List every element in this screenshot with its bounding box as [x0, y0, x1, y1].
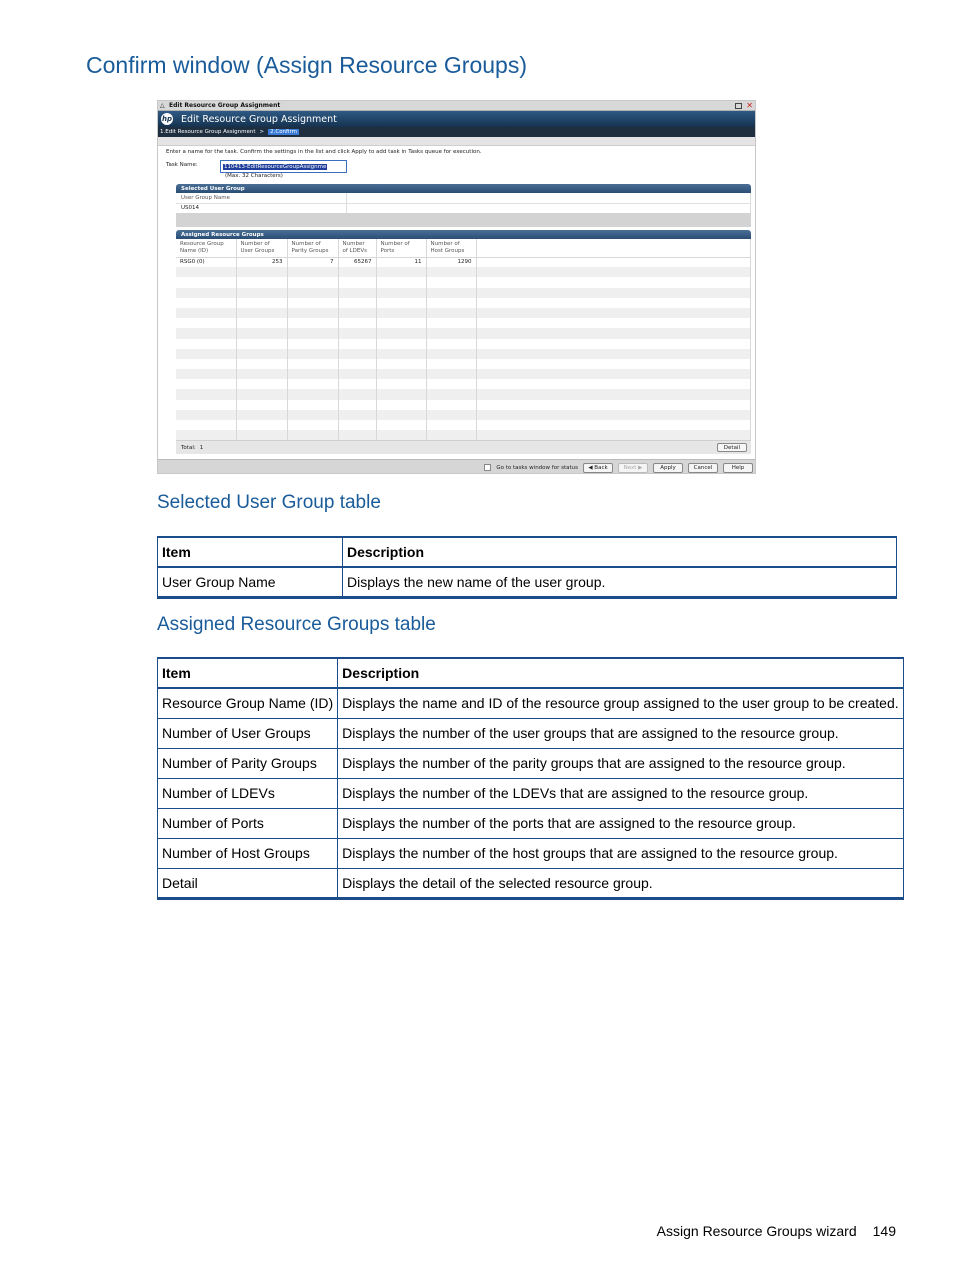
empty-cell: [287, 349, 338, 359]
empty-cell: [176, 288, 236, 298]
steps-band: [158, 137, 755, 146]
panel-heading: Assigned Resource Groups: [176, 230, 751, 239]
help-button[interactable]: Help: [723, 463, 753, 473]
footer-text: Assign Resource Groups wizard: [656, 1223, 857, 1239]
detail-button[interactable]: Detail: [717, 443, 747, 452]
item-cell: Number of Ports: [158, 808, 338, 838]
empty-cell: [338, 359, 376, 369]
empty-table-row: [176, 267, 751, 277]
empty-cell: [287, 308, 338, 318]
goto-tasks-checkbox[interactable]: [484, 464, 491, 471]
cell-name: RSG0 (0): [176, 257, 236, 267]
empty-cell: [176, 359, 236, 369]
column-header[interactable]: Number of Host Groups: [426, 239, 476, 257]
empty-cell: [476, 430, 751, 440]
task-name-label: Task Name:: [166, 162, 198, 168]
step-confirm: 2.Confirm: [270, 129, 298, 135]
item-cell: Number of Host Groups: [158, 838, 338, 868]
empty-cell: [426, 288, 476, 298]
empty-cell: [176, 369, 236, 379]
column-header[interactable]: Number of Parity Groups: [287, 239, 338, 257]
column-header[interactable]: Resource Group Name (ID): [176, 239, 236, 257]
empty-cell: [426, 298, 476, 308]
empty-cell: [376, 349, 426, 359]
empty-cell: [426, 379, 476, 389]
table-row: [158, 718, 904, 748]
empty-cell: [338, 369, 376, 379]
empty-cell: [338, 308, 376, 318]
empty-table-row: [176, 339, 751, 349]
empty-cell: [338, 267, 376, 277]
empty-cell: [236, 267, 287, 277]
empty-table-row: [176, 288, 751, 298]
empty-cell: [236, 288, 287, 298]
page-footer: [657, 1223, 896, 1239]
empty-cell: [236, 379, 287, 389]
empty-cell: [338, 349, 376, 359]
empty-cell: [236, 410, 287, 420]
empty-table-row: [176, 298, 751, 308]
header-description: Description: [338, 658, 903, 688]
empty-cell: [176, 298, 236, 308]
empty-cell: [426, 349, 476, 359]
table-row: [158, 688, 904, 718]
table-row: [158, 567, 897, 597]
description-cell: Displays the number of the user groups that are assigned to the resource group.: [338, 718, 903, 748]
empty-cell: [376, 277, 426, 287]
cell-ldevs: 65267: [338, 257, 376, 267]
back-button[interactable]: ◀ Back: [583, 463, 613, 473]
window-title: Edit Resource Group Assignment: [169, 102, 281, 109]
empty-cell: [346, 203, 751, 213]
item-cell: Number of LDEVs: [158, 778, 338, 808]
total-label: Total:: [181, 444, 196, 451]
empty-cell: [376, 430, 426, 440]
empty-cell: [287, 339, 338, 349]
empty-table-row: [176, 410, 751, 420]
step-separator: >: [259, 129, 265, 135]
description-cell: Displays the new name of the user group.: [343, 567, 897, 597]
description-cell: Displays the detail of the selected resource group.: [338, 868, 903, 898]
empty-table-row: [176, 389, 751, 399]
empty-cell: [176, 379, 236, 389]
item-cell: Number of User Groups: [158, 718, 338, 748]
empty-cell: [338, 328, 376, 338]
empty-cell: [476, 410, 751, 420]
header-item: Item: [158, 658, 338, 688]
empty-cell: [376, 400, 426, 410]
maximize-icon[interactable]: [735, 103, 742, 109]
empty-cell: [476, 349, 751, 359]
empty-cell: [176, 308, 236, 318]
description-cell: Displays the number of the LDEVs that are assigned to the resource group.: [338, 778, 903, 808]
header-description: Description: [343, 537, 897, 567]
cell-user-groups: 253: [236, 257, 287, 267]
empty-cell: [236, 298, 287, 308]
empty-cell: [176, 400, 236, 410]
item-cell: User Group Name: [158, 567, 343, 597]
close-icon[interactable]: ✕: [746, 100, 753, 110]
empty-cell: [476, 379, 751, 389]
empty-cell: [236, 328, 287, 338]
empty-cell: [376, 308, 426, 318]
empty-cell: [476, 420, 751, 430]
empty-cell: [236, 430, 287, 440]
empty-cell: [476, 328, 751, 338]
empty-cell: [476, 277, 751, 287]
empty-cell: [287, 318, 338, 328]
empty-cell: [287, 328, 338, 338]
next-button[interactable]: Next ▶: [618, 463, 648, 473]
empty-cell: [287, 277, 338, 287]
page-title: Confirm window (Assign Resource Groups): [86, 52, 527, 78]
dialog-button-bar: [158, 459, 756, 474]
empty-table-row: [176, 318, 751, 328]
empty-cell: [176, 420, 236, 430]
empty-cell: [426, 328, 476, 338]
empty-table-row: [176, 369, 751, 379]
table-header-row: [158, 658, 904, 688]
empty-cell: [476, 298, 751, 308]
empty-cell: [338, 288, 376, 298]
empty-cell: [176, 277, 236, 287]
empty-cell: [426, 420, 476, 430]
empty-cell: [476, 339, 751, 349]
empty-table-row: [176, 379, 751, 389]
empty-cell: [236, 349, 287, 359]
section-title-selected-user-group: Selected User Group table: [157, 492, 381, 513]
table-row: [158, 868, 904, 898]
empty-cell: [338, 400, 376, 410]
empty-cell: [376, 420, 426, 430]
table-row[interactable]: [176, 257, 751, 267]
empty-cell: [287, 359, 338, 369]
empty-table-row: [176, 400, 751, 410]
empty-cell: [426, 359, 476, 369]
dialog-titlebar: [158, 111, 755, 127]
empty-cell: [338, 298, 376, 308]
dialog-title: Edit Resource Group Assignment: [181, 113, 337, 125]
empty-cell: [338, 430, 376, 440]
empty-cell: [338, 277, 376, 287]
column-header[interactable]: Number of LDEVs: [338, 239, 376, 257]
empty-cell: [176, 410, 236, 420]
table-row: [158, 748, 904, 778]
empty-cell: [287, 389, 338, 399]
description-cell: Displays the number of the ports that are assigned to the resource group.: [338, 808, 903, 838]
table-row: [158, 808, 904, 838]
empty-cell: [176, 328, 236, 338]
cancel-button[interactable]: Cancel: [688, 463, 718, 473]
empty-cell: [236, 308, 287, 318]
table-row: [158, 838, 904, 868]
resource-groups-table: [176, 239, 751, 440]
step-edit: 1.Edit Resource Group Assignment: [160, 129, 256, 135]
empty-table-row: [176, 359, 751, 369]
empty-cell: [236, 400, 287, 410]
empty-cell: [476, 359, 751, 369]
empty-cell: [426, 267, 476, 277]
column-header[interactable]: User Group Name: [176, 193, 346, 203]
empty-cell: [338, 389, 376, 399]
table-header-row: [158, 537, 897, 567]
item-cell: Resource Group Name (ID): [158, 688, 338, 718]
dialog-screenshot: [157, 100, 756, 474]
cell-host-groups: 1290: [426, 257, 476, 267]
empty-cell: [176, 430, 236, 440]
column-header[interactable]: Number of User Groups: [236, 239, 287, 257]
empty-cell: [376, 369, 426, 379]
header-item: Item: [158, 537, 343, 567]
task-name-hint: (Max. 32 Characters): [225, 173, 283, 179]
empty-cell: [376, 288, 426, 298]
empty-cell: [376, 379, 426, 389]
empty-cell: [426, 277, 476, 287]
column-header-empty: [346, 193, 751, 203]
window-bar: [158, 101, 755, 111]
assigned-resource-groups-panel: [176, 230, 751, 454]
assigned-resource-groups-table: [157, 657, 904, 900]
user-group-cell[interactable]: US014: [176, 203, 346, 213]
empty-cell: [376, 359, 426, 369]
empty-cell: [287, 410, 338, 420]
empty-cell: [287, 400, 338, 410]
empty-cell: [476, 267, 751, 277]
empty-cell: [338, 379, 376, 389]
description-cell: Displays the number of the host groups that are assigned to the resource group.: [338, 838, 903, 868]
empty-table-row: [176, 349, 751, 359]
empty-cell: [236, 277, 287, 287]
empty-cell: [426, 389, 476, 399]
panel-heading: Selected User Group: [176, 184, 751, 193]
task-name-value: 110413-EditResourceGroupAssignme: [224, 164, 327, 170]
empty-cell: [176, 349, 236, 359]
column-header[interactable]: Number of Ports: [376, 239, 426, 257]
table-header-row: [176, 239, 751, 257]
empty-table-row: [176, 420, 751, 430]
empty-cell: [426, 430, 476, 440]
empty-cell: [476, 288, 751, 298]
empty-cell: [236, 359, 287, 369]
empty-cell: [376, 298, 426, 308]
empty-cell: [176, 318, 236, 328]
empty-table-row: [176, 430, 751, 440]
empty-cell: [476, 369, 751, 379]
empty-cell: [287, 420, 338, 430]
empty-cell: [376, 410, 426, 420]
empty-cell: [287, 379, 338, 389]
empty-cell: [287, 267, 338, 277]
cell-parity-groups: 7: [287, 257, 338, 267]
empty-cell: [176, 339, 236, 349]
section-title-assigned-resource-groups: Assigned Resource Groups table: [157, 614, 436, 635]
selected-user-group-panel: [176, 184, 751, 227]
empty-cell: [476, 400, 751, 410]
table-row: [158, 778, 904, 808]
empty-cell: [236, 318, 287, 328]
empty-cell: [426, 400, 476, 410]
goto-tasks-label: Go to tasks window for status: [496, 464, 578, 471]
empty-cell: [476, 389, 751, 399]
empty-cell: [476, 308, 751, 318]
empty-cell: [236, 369, 287, 379]
table-footer: [176, 440, 751, 454]
empty-table-row: [176, 277, 751, 287]
page-number: 149: [872, 1223, 896, 1239]
empty-cell: [338, 420, 376, 430]
empty-cell: [376, 389, 426, 399]
cell-ports: 11: [376, 257, 426, 267]
empty-cell: [426, 410, 476, 420]
empty-cell: [236, 420, 287, 430]
empty-cell: [426, 318, 476, 328]
collapse-icon[interactable]: △: [160, 102, 165, 109]
item-cell: Number of Parity Groups: [158, 748, 338, 778]
hp-logo-icon: hp: [162, 115, 172, 123]
empty-cell: [338, 339, 376, 349]
empty-cell: [426, 339, 476, 349]
empty-cell: [376, 328, 426, 338]
empty-cell: [287, 288, 338, 298]
apply-button[interactable]: Apply: [653, 463, 683, 473]
panel-footer: [176, 213, 751, 227]
selected-user-group-table: [157, 536, 897, 599]
empty-cell: [236, 339, 287, 349]
empty-cell: [376, 318, 426, 328]
user-group-table: [176, 193, 751, 213]
empty-cell: [287, 430, 338, 440]
empty-cell: [426, 369, 476, 379]
empty-table-row: [176, 308, 751, 318]
empty-cell: [376, 339, 426, 349]
instruction-text: Enter a name for the task. Confirm the settings in the list and click Apply to add task in Tasks queue for execution.: [166, 149, 482, 155]
empty-cell: [236, 389, 287, 399]
empty-cell: [338, 318, 376, 328]
empty-cell: [476, 318, 751, 328]
empty-cell: [287, 298, 338, 308]
empty-cell: [287, 369, 338, 379]
empty-table-row: [176, 328, 751, 338]
empty-cell: [176, 389, 236, 399]
total-value: 1: [199, 444, 204, 451]
empty-cell: [426, 308, 476, 318]
description-cell: Displays the number of the parity groups that are assigned to the resource group.: [338, 748, 903, 778]
empty-cell: [338, 410, 376, 420]
wizard-steps: [158, 127, 755, 137]
empty-cell: [376, 267, 426, 277]
empty-cell: [176, 267, 236, 277]
item-cell: Detail: [158, 868, 338, 898]
description-cell: Displays the name and ID of the resource group assigned to the user group to be created.: [338, 688, 903, 718]
task-name-input[interactable]: [220, 160, 347, 173]
